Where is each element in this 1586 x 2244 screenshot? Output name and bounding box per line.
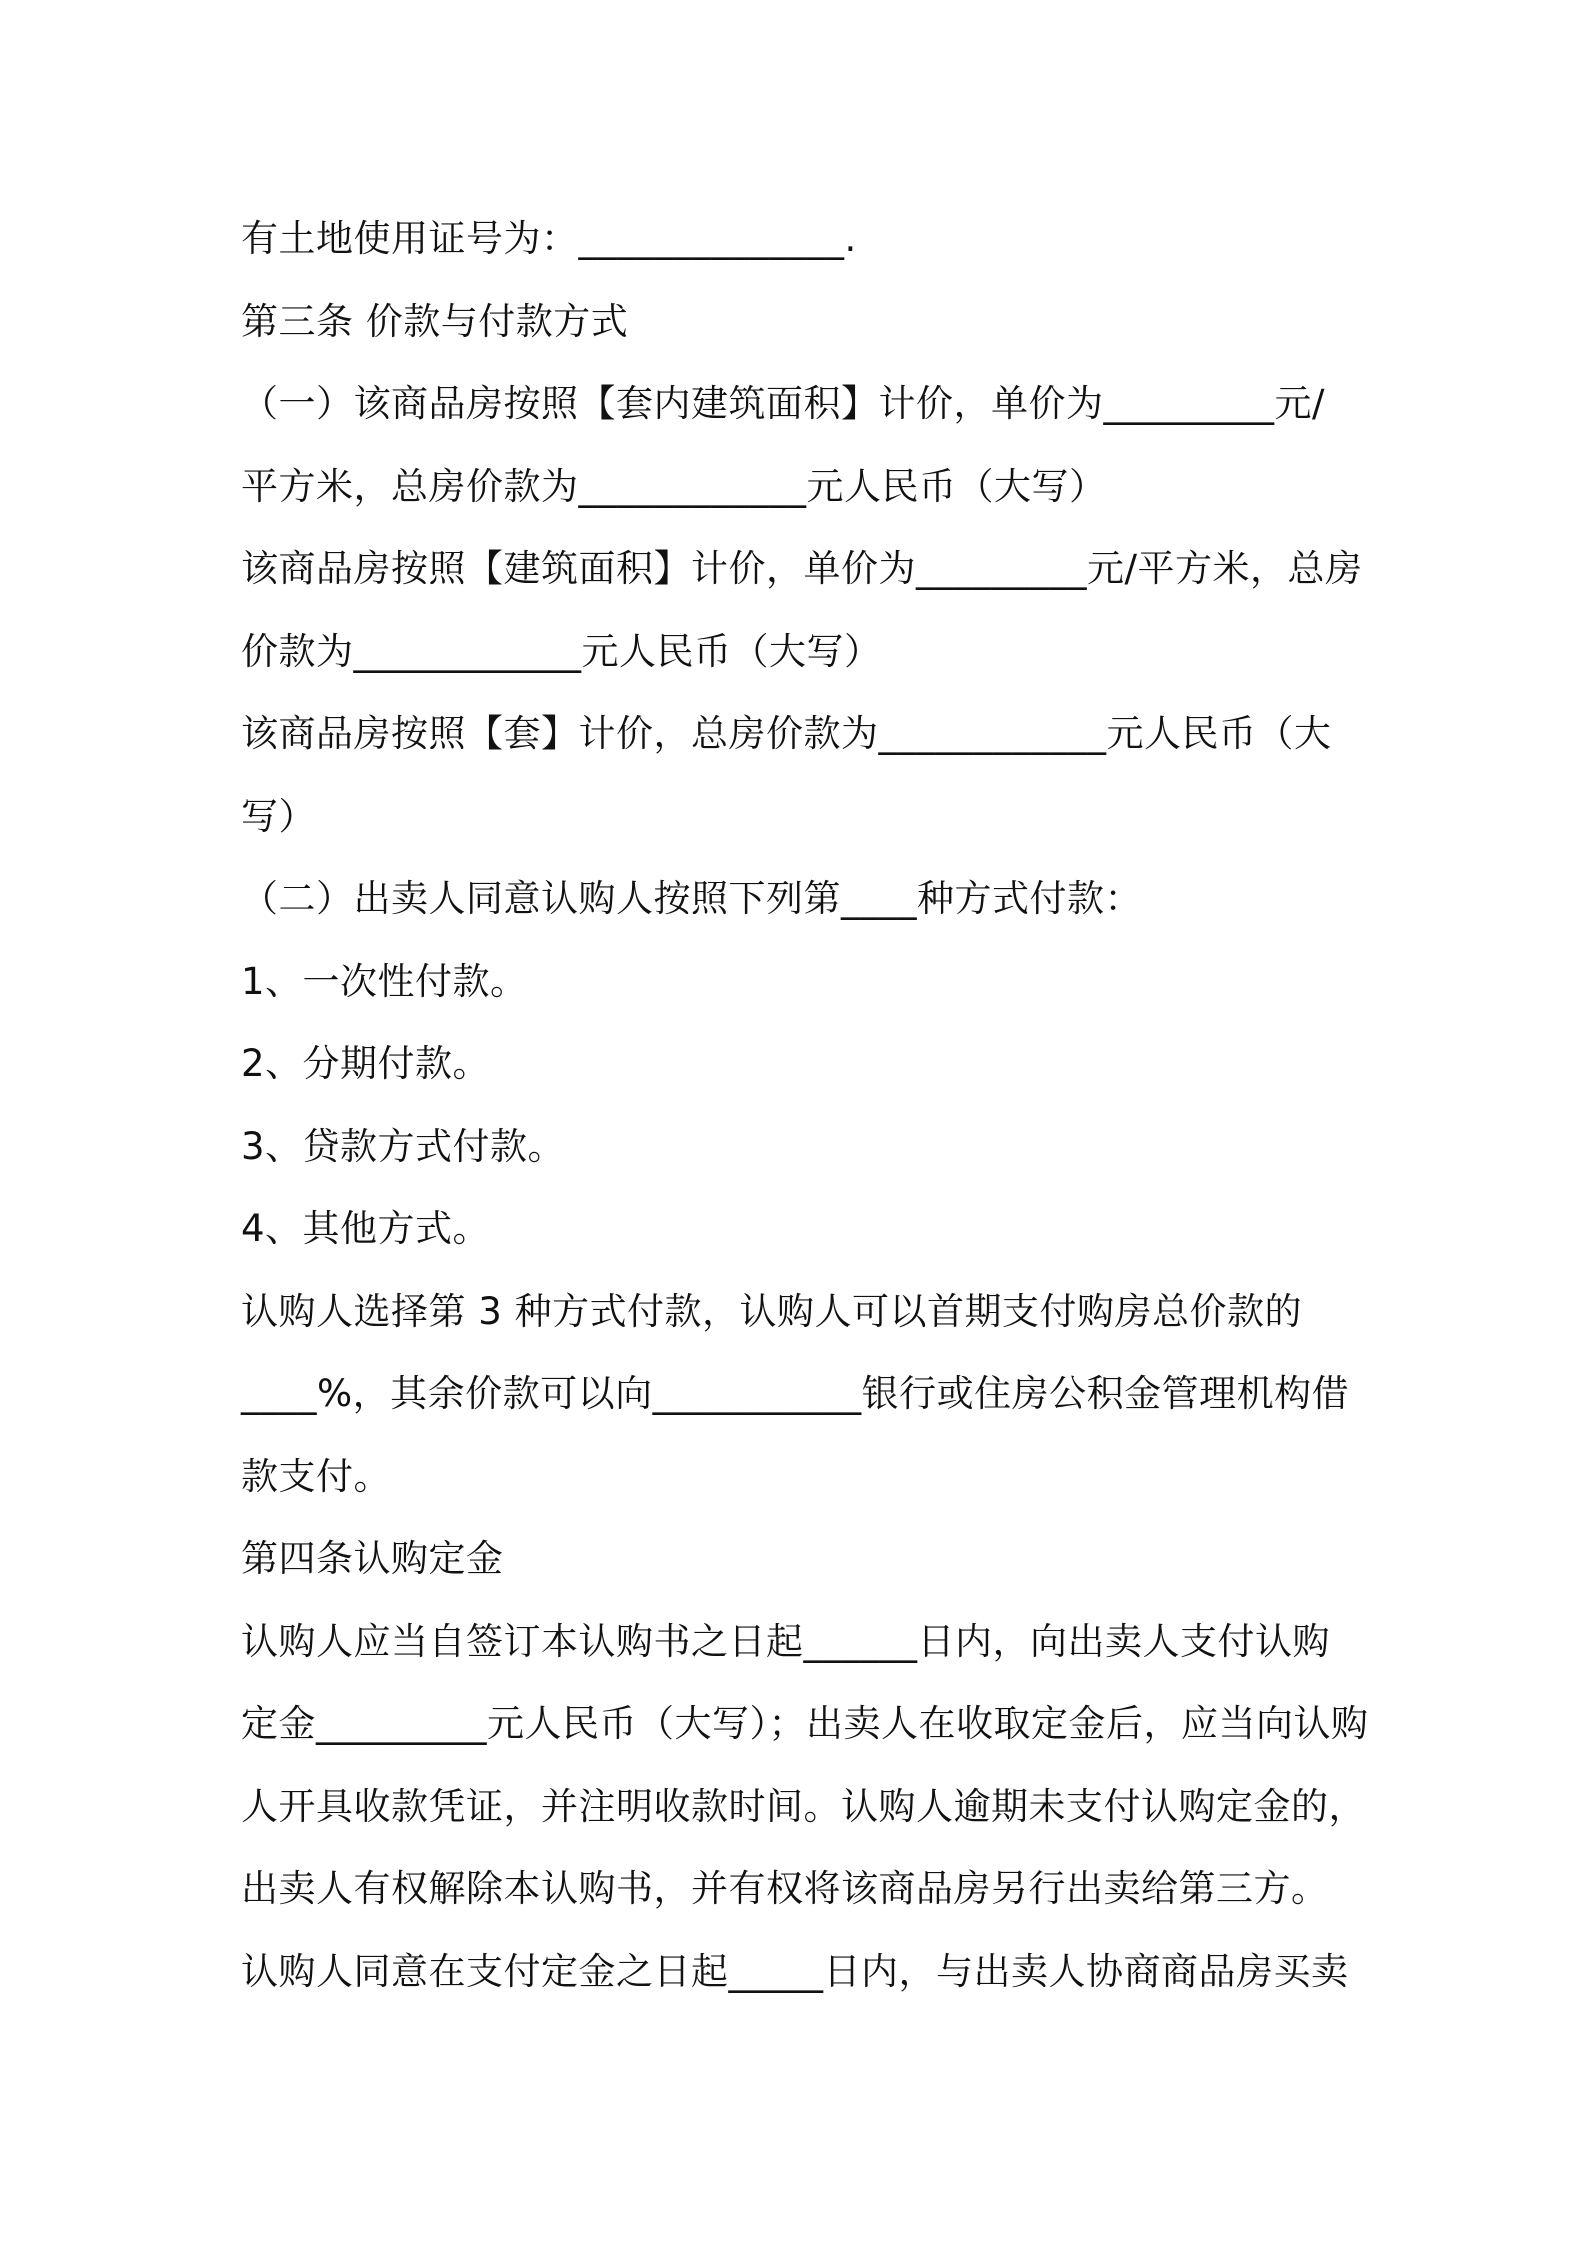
document-body [241,198,1369,2013]
text-line-loan-a: 认购人选择第 3 种方式付款，认购人可以首期支付购房总价款的 [241,1289,1303,1333]
text-line-deposit-e: 认购人同意在支付定金之日起_____日内，与出卖人协商商品房买卖 [241,1949,1349,1993]
list-item-payment-2: 2、分期付款。 [241,1042,491,1085]
list-item-payment-3: 3、贷款方式付款。 [241,1124,566,1168]
text-line-deposit-b: 定金_________元人民币（大写）；出卖人在收取定金后，应当向认购 [241,1702,1369,1745]
text-line-clause-1b: 平方米，总房价款为____________元人民币（大写） [241,464,1107,508]
text-line-loan-b: ____%，其余价款可以向___________银行或住房公积金管理机构借 [241,1372,1350,1415]
list-item-payment-4: 4、其他方式。 [241,1207,491,1250]
text-line-clause-1c: 该商品房按照【建筑面积】计价，单价为_________元/平方米，总房 [241,547,1363,590]
text-line-loan-c: 款支付。 [241,1454,391,1498]
text-line-clause-1f: 写） [241,794,316,838]
text-line-deposit-a: 认购人应当自签订本认购书之日起______日内，向出卖人支付认购 [241,1619,1330,1663]
text-line-deposit-c: 人开具收款凭证，并注明收款时间。认购人逾期未支付认购定金的， [241,1784,1366,1828]
text-line-land-certificate: 有土地使用证号为：______________. [241,217,857,260]
text-line-deposit-d: 出卖人有权解除本认购书，并有权将该商品房另行出卖给第三方。 [241,1867,1329,1910]
text-line-clause-1a: （一）该商品房按照【套内建筑面积】计价，单价为_________元/ [241,382,1325,425]
section-heading-article-3: 第三条 价款与付款方式 [241,299,629,343]
text-line-clause-2: （二）出卖人同意认购人按照下列第____种方式付款： [241,877,1142,920]
list-item-payment-1: 1、一次性付款。 [241,959,528,1003]
text-line-clause-1e: 该商品房按照【套】计价，总房价款为____________元人民币（大 [241,712,1332,755]
text-line-clause-1d: 价款为____________元人民币（大写） [241,629,882,673]
section-heading-article-4: 第四条认购定金 [241,1537,504,1580]
